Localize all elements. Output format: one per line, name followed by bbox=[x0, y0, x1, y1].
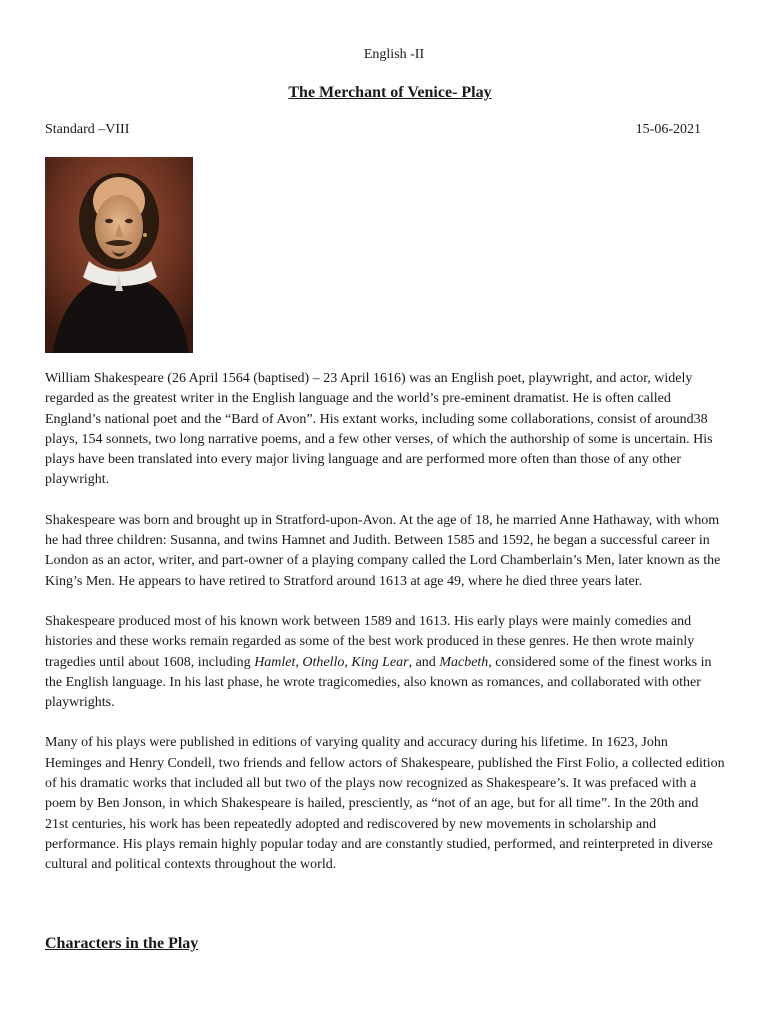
subject-heading: English -II bbox=[363, 47, 425, 62]
document-title: The Merchant of Venice- Play bbox=[288, 84, 492, 101]
biography-text bbox=[45, 369, 725, 896]
separator: , bbox=[344, 654, 352, 670]
paragraph-works-text-1: Shakespeare produced most of his known work between 1589 and 1613. His early plays were mainly comedies and histories and these works remain regarded as some of the best work produced in these genres. He then wrote mainly tragedies until about 1608, including bbox=[45, 613, 695, 670]
paragraph-works bbox=[45, 612, 725, 713]
portrait-image bbox=[45, 157, 193, 353]
paragraph-intro: William Shakespeare (26 April 1564 (baptised) – 23 April 1616) was an English poet, playwright, and actor, widely regarded as the greatest writer in the English language and the world’s pre-eminent dramatist. He is often called England’s national poet and the “Bard of Avon”. His extant works, including some collaborations, consist of around38 plays, 154 sonnets, two long narrative poems, and a few other verses, of which the authorship of some is uncertain. His plays have been translated into every major living language and are performed more often than those of any other playwright. bbox=[45, 371, 713, 488]
date-label: 15-06-2021 bbox=[635, 122, 701, 137]
standard-label: Standard –VIII bbox=[45, 122, 130, 137]
characters-heading: Characters in the Play bbox=[45, 935, 199, 952]
paragraph-legacy: Many of his plays were published in editions of varying quality and accuracy during his lifetime. In 1623, John Heminges and Henry Condell, two friends and fellow actors of Shakespeare, published the First Folio, a collected edition of his dramatic works that included all but two of the plays now recognized as Shakespeare’s. It was prefaced with a poem by Ben Jonson, in which Shakespeare is hailed, presciently, as “not of an age, but for all time”. In the 20th and 21st centuries, his work has been repeatedly adopted and rediscovered by new movements in scholarship and performance. His plays remain highly popular today and are constantly studied, performed, and reinterpreted in diverse cultural and political contexts throughout the world. bbox=[45, 735, 725, 873]
play-title-othello: Othello bbox=[302, 654, 345, 670]
separator: , bbox=[295, 654, 303, 670]
play-title-king-lear: King Lear bbox=[351, 654, 409, 670]
paragraph-early-life: Shakespeare was born and brought up in Stratford-upon-Avon. At the age of 18, he married Anne Hathaway, with whom he had three children: Susanna, and twins Hamnet and Judith. Between 1585 and 1592, he began a successful career in London as an actor, writer, and part-owner of a playing company called the Lord Chamberlain’s Men, later known as the King’s Men. He appears to have retired to Stratford around 1613 at age 49, where he died three years later. bbox=[45, 512, 721, 589]
play-title-hamlet: Hamlet bbox=[254, 654, 296, 670]
play-title-macbeth: Macbeth bbox=[439, 654, 489, 670]
paragraph-works-text-2: , considered some of the finest works in the English language. In his last phase, he wrote tragicomedies, also known as romances, and collaborated with other playwrights. bbox=[45, 654, 712, 711]
separator: , and bbox=[408, 654, 440, 670]
